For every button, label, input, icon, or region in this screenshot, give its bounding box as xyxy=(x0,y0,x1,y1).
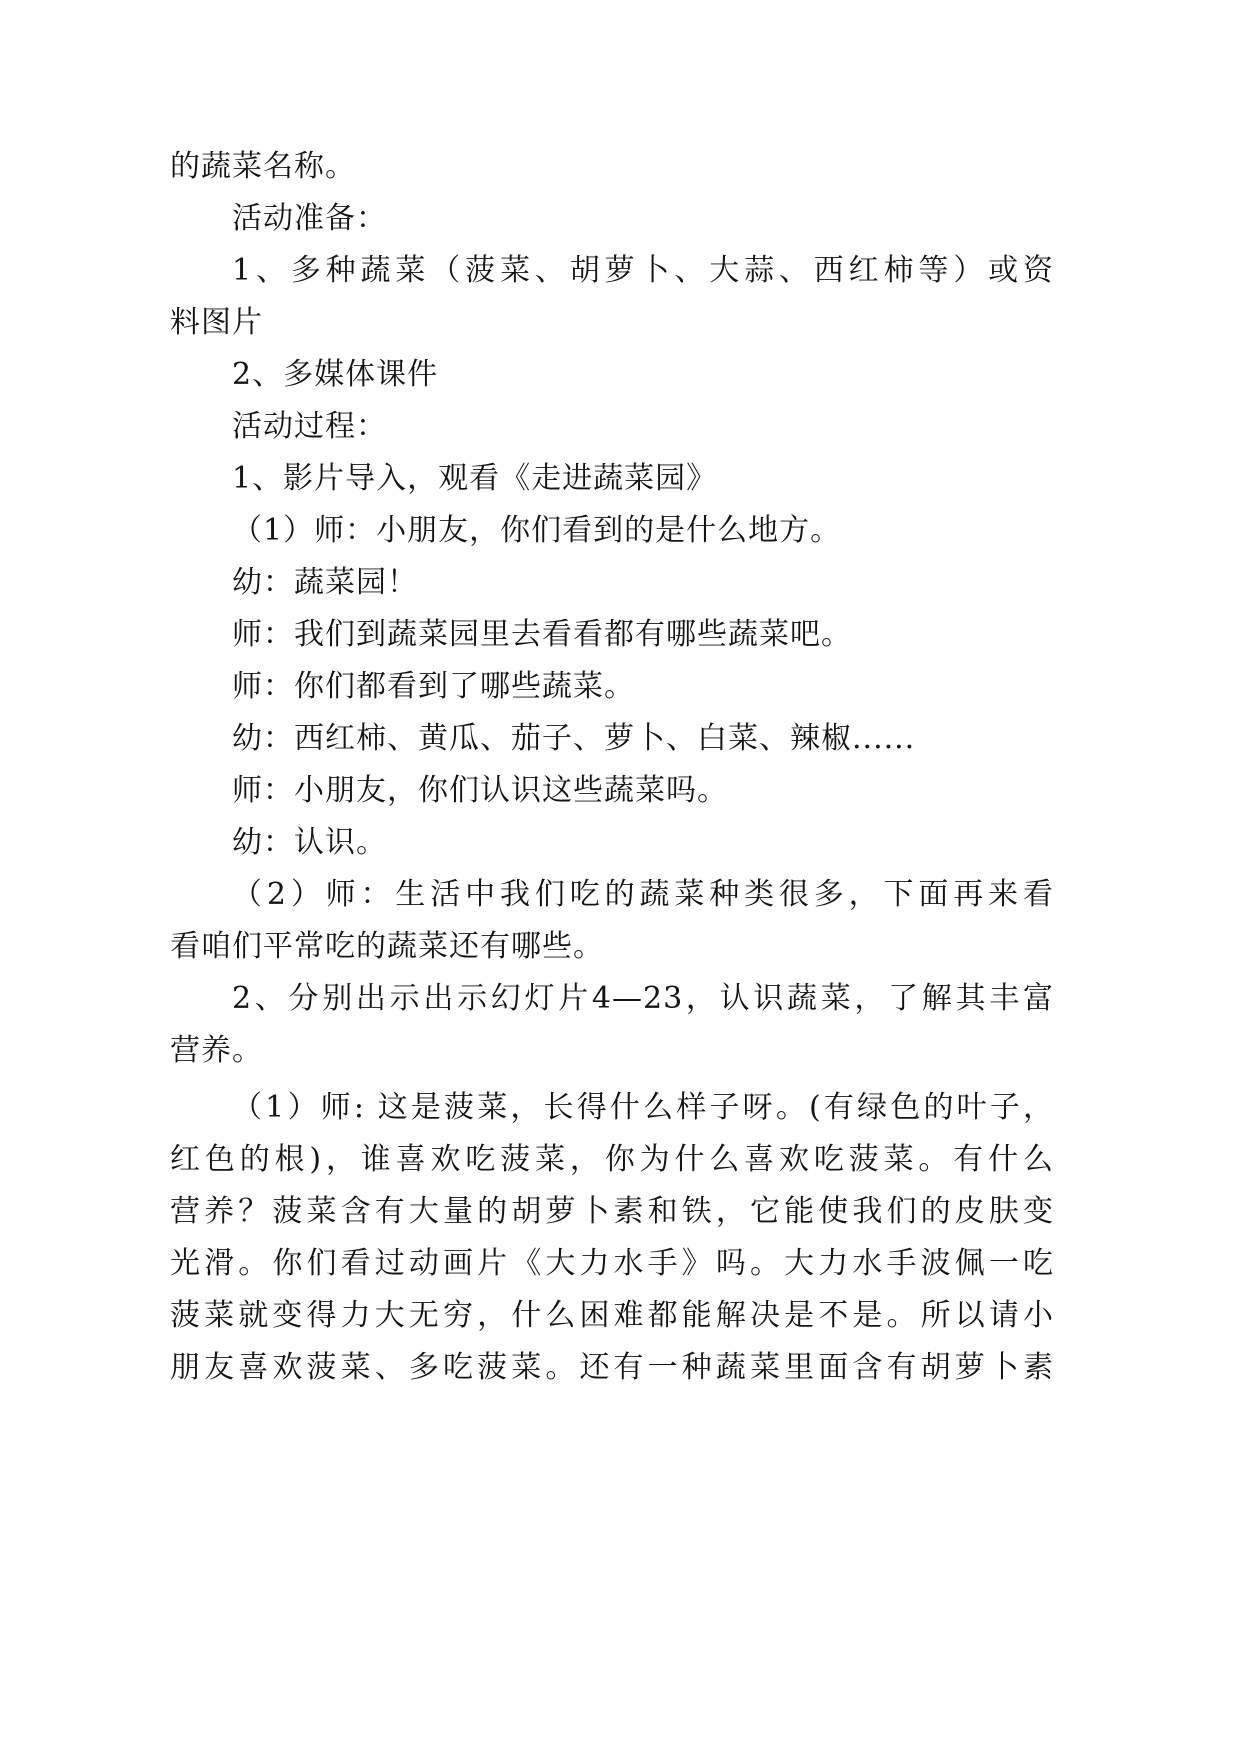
text-line: 幼：西红柿、黄瓜、茄子、萝卜、白菜、辣椒...... xyxy=(232,721,916,756)
paragraph xyxy=(170,557,1054,609)
document-body xyxy=(170,141,1054,1394)
section-heading: 活动准备： xyxy=(232,201,387,236)
text-line: 看咱们平常吃的蔬菜还有哪些。 xyxy=(170,929,604,964)
text-line: （2）师：生活中我们吃的蔬菜种类很多，下面再来看 xyxy=(232,877,1054,912)
text-line: 2、分别出示出示幻灯片4—23，认识蔬菜，了解其丰富 xyxy=(232,981,1054,1016)
text-line: 营养。 xyxy=(170,1033,263,1068)
text-line: 朋友喜欢菠菜、多吃菠菜。还有一种蔬菜里面含有胡萝卜素 xyxy=(170,1350,1054,1385)
paragraph xyxy=(170,401,1054,453)
paragraph xyxy=(170,245,1054,349)
paragraph xyxy=(170,869,1054,973)
text-line: 菠菜就变得力大无穷，什么困难都能解决是不是。所以请小 xyxy=(170,1298,1054,1333)
text-line: 营养？菠菜含有大量的胡萝卜素和铁，它能使我们的皮肤变 xyxy=(170,1194,1054,1229)
text-line: 师：小朋友，你们认识这些蔬菜吗。 xyxy=(232,773,728,808)
text-line: （1）师: 这是菠菜，长得什么样子呀。(有绿色的叶子， xyxy=(232,1090,1054,1125)
text-line: 幼：认识。 xyxy=(232,825,387,860)
paragraph xyxy=(170,609,1054,661)
paragraph xyxy=(170,349,1054,401)
text-line: 师：我们到蔬菜园里去看看都有哪些蔬菜吧。 xyxy=(232,617,852,652)
text-line: 2、多媒体课件 xyxy=(232,357,439,392)
text-line: 师：你们都看到了哪些蔬菜。 xyxy=(232,669,635,704)
paragraph xyxy=(170,765,1054,817)
paragraph xyxy=(170,141,1054,193)
paragraph xyxy=(170,453,1054,505)
paragraph xyxy=(170,973,1054,1077)
text-line: 料图片 xyxy=(170,305,263,340)
text-line: 的蔬菜名称。 xyxy=(170,149,356,184)
paragraph xyxy=(170,713,1054,765)
text-line: （1）师：小朋友，你们看到的是什么地方。 xyxy=(232,513,842,548)
text-line: 光滑。你们看过动画片《大力水手》吗。大力水手波佩一吃 xyxy=(170,1246,1054,1281)
text-line: 红色的根)，谁喜欢吃菠菜，你为什么喜欢吃菠菜。有什么 xyxy=(170,1142,1054,1177)
paragraph xyxy=(170,661,1054,713)
paragraph xyxy=(170,193,1054,245)
section-heading: 活动过程： xyxy=(232,409,387,444)
paragraph xyxy=(170,505,1054,557)
text-line: 1、多种蔬菜（菠菜、胡萝卜、大蒜、西红柿等）或资 xyxy=(232,253,1054,288)
paragraph xyxy=(170,817,1054,869)
text-line: 1、影片导入，观看《走进蔬菜园》 xyxy=(232,461,718,496)
paragraph xyxy=(170,1082,1054,1394)
text-line: 幼：蔬菜园！ xyxy=(232,565,418,600)
